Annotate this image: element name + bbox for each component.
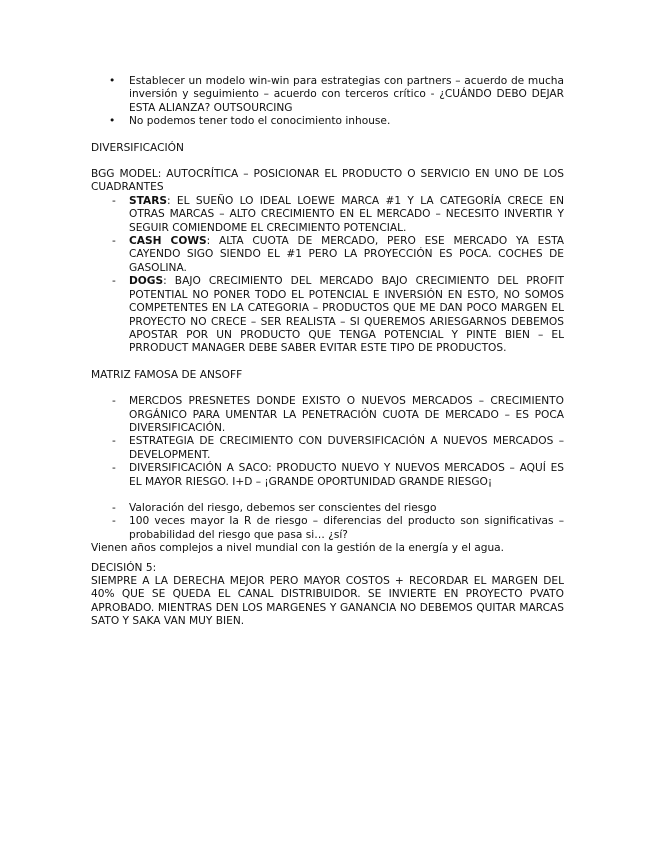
list-item [91, 515, 564, 542]
list-item-text: MERCDOS PRESNETES DONDE EXISTO O NUEVOS MERCADOS – CRECIMIENTO ORGÁNICO PARA UMENTAR LA PENETRACIÓN CUOTA DE MERCADO – ES POCA DIVERSIFICACIÓN. [129, 395, 564, 434]
list-item [91, 502, 564, 515]
term-description: : BAJO CRECIMIENTO DEL MERCADO BAJO CRECIMIENTO DEL PROFIT POTENTIAL NO PONER TODO EL POTENCIAL E INVERSIÓN EN ESTO, NO SOMOS COMPETENTES EN LA CATEGORIA – PRODUCTOS QUE ME DAN POCO MARGEN EL PROYECTO NO CRECE – SER REALISTA – SI QUEREMOS ARIESGARNOS DEBEMOS APOSTAR POR UN PRODUCTO QUE TENGA POTENCIAL Y PINTE BIEN – EL PRRODUCT MANAGER DEBE SABER EVITAR ESTE TIPO DE PRODUCTOS. [129, 275, 564, 355]
list-item-text: Establecer un modelo win-win para estrategias con partners – acuerdo de mucha inversión y seguimiento – acuerdo con terceros crítico - ¿CUÁNDO DEBO DEJAR ESTA ALIANZA? OUTSOURCING [129, 75, 564, 114]
dash-marker: - [112, 501, 116, 514]
term-dogs: DOGS [129, 275, 164, 288]
dash-marker: - [112, 462, 116, 475]
decision-text: SIEMPRE A LA DERECHA MEJOR PERO MAYOR COSTOS + RECORDAR EL MARGEN DEL 40% QUE SE QUEDA EL CANAL DISTRIBUIDOR. SE INVIERTE EN PROYECTO PVATO APROBADO. MIENTRAS DEN LOS MARGENES Y GANANCIA NO DEBEMOS QUITAR MARCAS SATO Y SAKA VAN MUY BIEN. [91, 575, 564, 628]
section-heading-diversificacion: DIVERSIFICACIÓN [91, 141, 184, 154]
term-cash-cows: CASH COWS [129, 235, 207, 248]
term-description: : ALTA CUOTA DE MERCADO, PERO ESE MERCADO YA ESTA CAYENDO SIGO SIENDO EL #1 PERO LA PROYECCIÓN ES POCA. COCHES DE GASOLINA. [129, 235, 564, 274]
dash-marker: - [112, 235, 116, 248]
dash-marker: - [112, 435, 116, 448]
list-item [91, 195, 564, 235]
list-item [91, 275, 564, 355]
section-heading-ansoff: MATRIZ FAMOSA DE ANSOFF [91, 368, 243, 381]
ansoff-list [91, 395, 564, 489]
bgg-quadrant-list [91, 195, 564, 356]
decision-heading: DECISIÓN 5: [91, 561, 157, 574]
list-item [91, 395, 564, 435]
dash-marker: - [112, 515, 116, 528]
dash-marker: - [112, 194, 116, 207]
list-item [91, 75, 564, 115]
closing-line: Vienen años complejos a nivel mundial con la gestión de la energía y el agua. [91, 542, 505, 555]
list-item-text: 100 veces mayor la R de riesgo – diferencias del producto son significativas – probabilidad del riesgo que pasa si… ¿sí? [129, 515, 564, 541]
list-item [91, 462, 564, 489]
list-item [91, 235, 564, 275]
term-stars: STARS [129, 194, 168, 207]
term-description: : EL SUEÑO LO IDEAL LOEWE MARCA #1 Y LA CATEGORÍA CRECE EN OTRAS MARCAS – ALTO CRECIMIENTO EN EL MERCADO – NECESITO INVERTIR Y SEGUIR COMIENDOME EL CRECIMIENTO POTENCIAL. [129, 194, 564, 234]
list-item [91, 115, 564, 128]
risk-list [91, 502, 564, 542]
dash-marker: - [112, 275, 116, 288]
list-item-text: ESTRATEGIA DE CRECIMIENTO CON DUVERSIFICACIÓN A NUEVOS MERCADOS – DEVELOPMENT. [129, 435, 564, 461]
bullet-marker: • [109, 75, 116, 87]
bgg-model-heading: BGG MODEL: AUTOCRÍTICA – POSICIONAR EL PRODUCTO O SERVICIO EN UNO DE LOS CUADRANTES [91, 168, 564, 194]
list-item-text: DIVERSIFICACIÓN A SACO: PRODUCTO NUEVO Y NUEVOS MERCADOS – AQUÍ ES EL MAYOR RIESGO. I+D – ¡GRANDE OPORTUNIDAD GRANDE RIESGO¡ [129, 462, 564, 488]
intro-bullet-list [91, 75, 564, 129]
document-body [91, 75, 564, 629]
list-item [91, 435, 564, 462]
list-item-text: Valoración del riesgo, debemos ser conscientes del riesgo [129, 501, 437, 514]
dash-marker: - [112, 395, 116, 408]
bullet-marker: • [109, 115, 116, 128]
list-item-text: No podemos tener todo el conocimiento inhouse. [129, 115, 391, 128]
